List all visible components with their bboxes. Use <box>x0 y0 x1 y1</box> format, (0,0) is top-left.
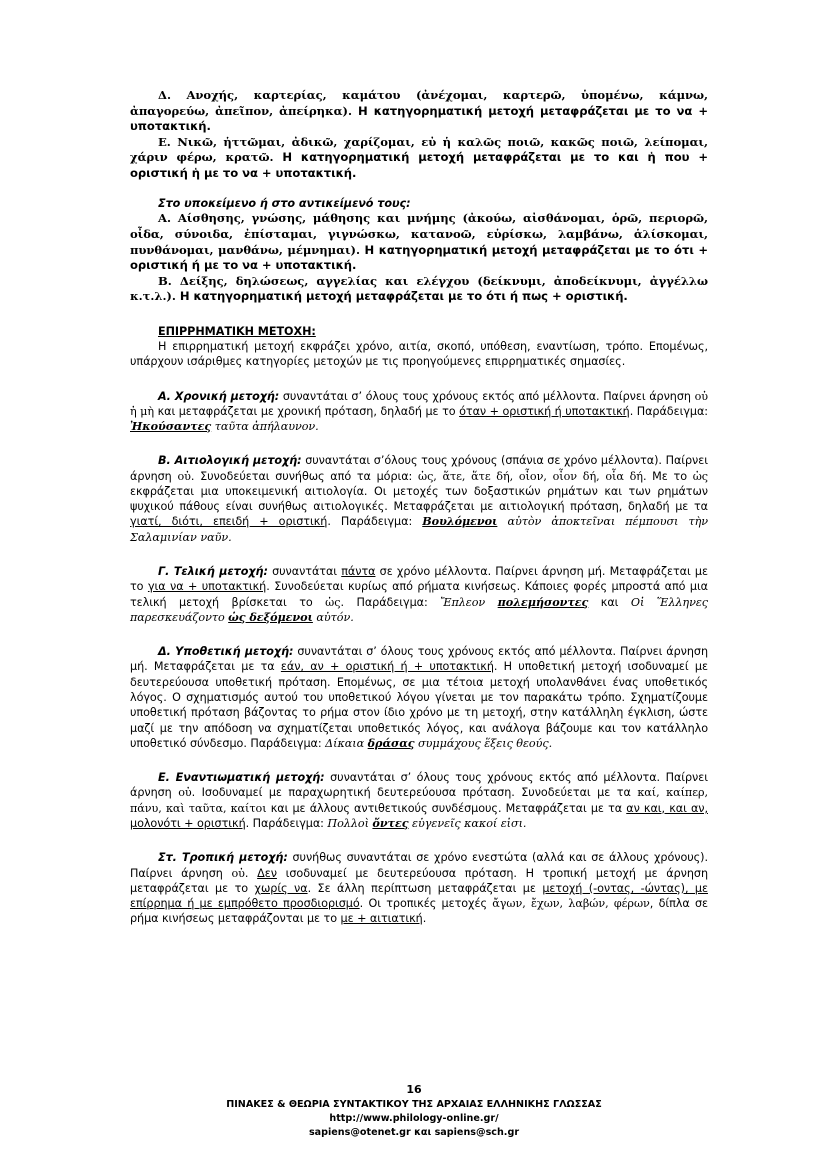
item-delta-ancient-text: Ανοχής, καρτερίας, καμάτου (ἀνέχομαι, καρτερῶ, ὑπομένω, κάμνω, ἀπαγορεύω, ἀπεῖπον, ἀπείρηκα). <box>130 88 708 118</box>
item-alpha2-ancient-text: Αίσθησης, γνώσης, μάθησης και μνήμης (ἀκούω, αἰσθάνομαι, ὁρῶ, περιορῶ, οἶδα, σύνοιδα, ἐπίσταμαι, γιγνώσκω, κατανοῶ, εὑρίσκω, λαμβάνω, ἁλίσκομαι, πυνθάνομαι, μανθάνω, μέμνημαι). <box>130 211 708 257</box>
adverbial-intro-paragraph <box>130 339 708 370</box>
final-example1-prefix: Ἔπλεον <box>440 595 498 609</box>
final-hos: ὡς <box>325 595 341 609</box>
modal-text-4: . Σε άλλη περίπτωση μεταφράζεται με <box>307 881 543 895</box>
modal-text-5: . Οι τροπικές μετοχές <box>359 897 493 911</box>
modal-negation: οὐ <box>231 866 245 880</box>
modal-text-1: συνήθως συναντάται σε χρόνο ενεστώτα (αλλά και σε άλλους χρόνους). Παίρνει άρνηση <box>130 851 708 880</box>
modal-heading: Στ. Τροπική μετοχή: <box>158 851 288 865</box>
conditional-example-rest: συμμάχους ἕξεις θεούς. <box>414 736 553 750</box>
adverbial-participle-heading <box>130 324 708 339</box>
temporal-example-underlined: Ἠκούσαντες <box>130 419 212 434</box>
adverbial-intro-text: Η επιρρηματική μετοχή εκφράζει χρόνο, αιτία, σκοπό, υπόθεση, εναντίωση, τρόπο. Επομένως, υπάρχουν ισάριθμες κατηγορίες μετοχών με τις προηγούμενες επιρρηματικές σημασίες. <box>130 339 708 369</box>
conditional-heading: Δ. Υποθετική μετοχή: <box>158 645 294 659</box>
modal-text-3: ισοδυναμεί με δευτερεύουσα πρόταση. Η τροπική μετοχή με άρνηση μεταφράζεται με το <box>130 866 709 895</box>
concessive-text-2: . Ισοδυναμεί με παραχωρητική δευτερεύουσα πρόταση. Συνοδεύεται με τα <box>191 786 638 800</box>
paragraph-concessive-participle <box>130 770 708 831</box>
final-heading: Γ. Τελική μετοχή: <box>158 565 268 579</box>
conditional-rule: εάν, αν + οριστική ή + υποτακτική <box>280 660 494 674</box>
item-epsilon-ancient-text: Νικῶ, ἡττῶμαι, ἀδικῶ, χαρίζομαι, εὐ ἡ καλῶς ποιῶ, κακῶς ποιῶ, λείπομαι, χάριν φέρω, κρατῶ. <box>130 134 708 165</box>
concessive-text-4: . Παράδειγμα: <box>245 816 328 830</box>
final-example2-underlined: ὡς δεξόμενοι <box>228 609 313 624</box>
causal-negation: οὐ <box>177 469 191 483</box>
item-delta-label: Δ. <box>158 88 171 102</box>
concessive-example-underlined: ὄντες <box>372 815 409 830</box>
paragraph-item-beta2 <box>130 274 708 305</box>
item-delta-ancient <box>171 88 187 102</box>
causal-text-3: . Με το <box>642 469 693 483</box>
concessive-rule: αν και, και αν, μολονότι + οριστική <box>130 801 708 830</box>
paragraph-causal-participle <box>130 453 708 545</box>
temporal-rule: όταν + οριστική ή υποτακτική <box>459 404 630 418</box>
temporal-text-2: και μεταφράζεται με χρονική πρόταση, δηλαδή με το <box>154 404 460 418</box>
paragraph-temporal-participle <box>130 389 708 435</box>
item-delta-explanation: Η κατηγορηματική μετοχή μεταφράζεται με το να + υποτακτική. <box>130 103 708 134</box>
modal-den: Δεν <box>257 866 277 880</box>
temporal-heading: Α. Χρονική μετοχή: <box>158 389 280 403</box>
causal-text-5: . Παράδειγμα: <box>327 515 423 529</box>
paragraph-final-participle <box>130 564 708 625</box>
item-epsilon-label: Ε. <box>158 134 171 149</box>
causal-text-2: . Συνοδεύεται συνήθως από τα μόρια: <box>190 469 419 483</box>
concessive-particles: καί, καίπερ, πάνυ, καὶ ταῦτα, καίτοι <box>130 786 708 815</box>
temporal-example-rest: ταῦτα ἀπήλαυνον. <box>211 420 319 434</box>
paragraph-item-delta <box>130 88 708 135</box>
causal-example-rest: αὐτὸν ἀποκτεῖναι πέμπουσι τὴν Σαλαμινίαν ναῦν. <box>130 515 708 544</box>
temporal-text-1: συναντάται σ’ όλους τους χρόνους εκτός από μέλλοντα. Παίρνει άρνηση <box>279 389 695 403</box>
page-number: 16 <box>406 1083 422 1096</box>
causal-heading: Β. Αιτιολογική μετοχή: <box>158 454 302 468</box>
causal-particles: ὡς, ἅτε, ἅτε δή, οἷον, οἷον δή, οἷα δή <box>418 469 643 483</box>
paragraph-item-alpha2 <box>130 211 708 273</box>
conditional-text-2: . Η υποθετική μετοχή ισοδυναμεί με δευτερεύουσα υποθετική πρόταση. Επομένως, σε μια τέτοια μετοχή υπολανθάνει ένας υποθετικός λόγος. Ο σχηματισμός αυτού του υποθετικού λόγου γίνεται με τον παρακάτω τρόπο. Σχηματίζουμε υποθετική πρόταση βάζοντας το ρήμα στον ίδιο χρόνο με τη μετοχή, στην κατάλληλη έγκλιση, ώστε μαζί με την απόδοση να σχηματίζεται υποθετικός λόγος, και ανάλογα βάζουμε και τον κατάλληλο υποθετικό σύνδεσμο. Παράδειγμα: <box>130 660 708 750</box>
adverbial-participle-heading-text: ΕΠΙΡΡΗΜΑΤΙΚΗ ΜΕΤΟΧΗ: <box>158 324 316 338</box>
causal-text-1: συναντάται σ’όλους τους χρόνους (σπάνια σε χρόνο μέλλοντα). Παίρνει άρνηση <box>130 454 708 483</box>
paragraph-conditional-participle <box>130 644 708 751</box>
final-always: πάντα <box>341 565 376 579</box>
concessive-text-1: συναντάται σ’ όλους τους χρόνους εκτός από μέλλοντα. Παίρνει άρνηση <box>130 771 708 800</box>
concessive-text-3: και με άλλους αντιθετικούς συνδέσμους. Μεταφράζεται με τα <box>266 801 627 815</box>
causal-rule: γιατί, διότι, επειδή + οριστική <box>130 515 328 529</box>
temporal-negation: οὐ ἡ μὴ <box>130 389 709 418</box>
footer-title: ΠΙΝΑΚΕΣ & ΘΕΩΡΙΑ ΣΥΝΤΑΚΤΙΚΟΥ ΤΗΣ ΑΡΧΑΙΑΣ ΕΛΛΗΝΙΚΗΣ ΓΛΩΣΣΑΣ <box>226 1098 602 1110</box>
concessive-example-rest: εὐγενεῖς κακοί εἰσι. <box>408 816 527 830</box>
page-content <box>130 88 708 927</box>
modal-text-2: . <box>244 866 258 880</box>
footer-url[interactable]: http://www.philology-online.gr/ <box>329 1112 499 1124</box>
subject-object-heading-text: Στο υποκείμενο ή στο αντικείμενό τους: <box>158 197 411 211</box>
final-text-3: . Συνοδεύεται κυρίως από ρήματα κινήσεως. Κάποιες φορές μπροστά από μια τελική μετοχή βρίσκεται το <box>130 580 709 609</box>
item-alpha2-explanation: Η κατηγορηματική μετοχή μεταφράζεται με το ότι + οριστική ή με το να + υποτακτική. <box>130 242 708 273</box>
conditional-text-1: συναντάται σ’ όλους τους χρόνους εκτός από μέλλοντα. Παίρνει άρνηση μή. Μεταφράζεται με τα <box>130 645 708 674</box>
final-example-conjunction: και <box>588 595 631 609</box>
final-text-4: . Παράδειγμα: <box>340 595 441 609</box>
conditional-example-underlined: δράσας <box>367 735 415 750</box>
paragraph-modal-participle <box>130 850 708 926</box>
modal-rule-3: με + αιτιατική <box>340 912 423 926</box>
modal-examples: ἄγων, ἔχων, λαβών, φέρων <box>492 897 650 911</box>
modal-rule-1: χωρίς να <box>254 881 308 895</box>
subject-object-heading <box>130 196 708 211</box>
temporal-text-3: . Παράδειγμα: <box>629 404 708 418</box>
final-text-1: συναντάται <box>267 565 342 579</box>
final-text-2: σε χρόνο μέλλοντα. Παίρνει άρνηση μή. Μεταφράζεται με το <box>130 565 708 594</box>
causal-hos: ὡς <box>692 469 709 483</box>
concessive-example-prefix: Πολλοὶ <box>327 816 373 830</box>
causal-example-underlined: Βουλόμενοι <box>422 514 498 529</box>
paragraph-item-epsilon <box>130 135 708 182</box>
final-example2-rest: αὐτόν. <box>312 610 354 624</box>
item-beta2-label: Β. <box>158 273 172 288</box>
item-epsilon-explanation: Η κατηγορηματική μετοχή μεταφράζεται με το και ἡ που + οριστική ἡ με το να + υποτακτική. <box>130 150 708 180</box>
final-example2-prefix: Οἱ Ἕλληνες παρεσκευάζοντο <box>130 595 708 624</box>
final-example1-underlined: πολεμήσοντες <box>497 594 589 609</box>
modal-text-6: , δίπλα σε ρήμα κινήσεως μεταφράζονται με το <box>130 897 708 926</box>
item-beta2-ancient-text: Δείξης, δηλώσεως, αγγελίας και ελέγχου (δείκνυμι, ἀποδείκνυμι, ἀγγέλλω κ.τ.λ.). <box>130 273 708 304</box>
concessive-negation: οὐ <box>178 786 192 800</box>
page-footer <box>0 1082 828 1140</box>
modal-text-7: . <box>422 912 427 926</box>
footer-emails[interactable]: sapiens@otenet.gr και sapiens@sch.gr <box>308 1126 520 1138</box>
modal-rule-2: μετοχή (-οντας, -ώντας), με επίρρημα ή με εμπρόθετο προσδιορισμό <box>130 881 708 911</box>
causal-text-4: εκφράζεται μια υποκειμενική αιτιολογία. Οι μετοχές των δοξαστικών ρημάτων και των ρημάτων ψυχικού πάθους είναι συνήθως αιτιολογικές. Μεταφράζεται με αιτιολογική πρόταση, δηλαδή με τα <box>130 484 708 514</box>
conditional-example-prefix: Δίκαια <box>325 736 368 750</box>
item-alpha2-label: Α. <box>158 211 171 226</box>
item-beta2-explanation: Η κατηγορηματική μετοχή μεταφράζεται με το ότι ή πως + οριστική. <box>179 289 628 304</box>
final-rule: για να + υποτακτική <box>147 580 267 594</box>
concessive-heading: Ε. Εναντιωματική μετοχή: <box>158 771 325 785</box>
